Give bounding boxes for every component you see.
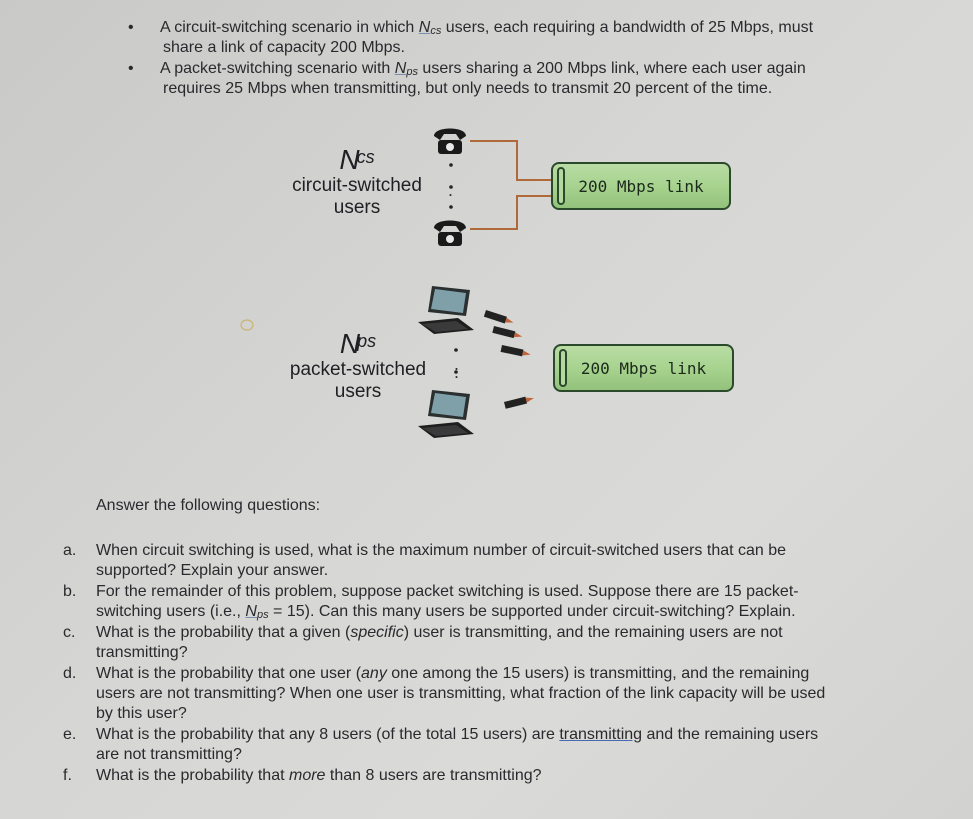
question-e-line2: are not transmitting? <box>96 746 242 763</box>
n-cs-symbol: Ncs <box>418 19 442 37</box>
question-d-line3: by this user? <box>96 705 187 722</box>
question-c-line1: What is the probability that a given (specific) user is transmitting, and the remaining users are not <box>96 624 783 641</box>
cs-link <box>551 162 731 210</box>
cs-label-line2: users <box>333 197 381 218</box>
question-e-line1: What is the probability that any 8 users (of the total 15 users) are transmitting and the remaining users <box>96 726 819 743</box>
intro-text: users, each requiring a bandwidth of 25 Mbps, must <box>441 19 814 36</box>
question-c-line2: transmitting? <box>96 644 188 661</box>
question-letter-b: b. <box>63 583 77 600</box>
ellipsis-colon: : <box>448 180 454 200</box>
ps-link-label: 200 Mbps link <box>580 358 707 378</box>
question-letter-e: e. <box>63 726 77 743</box>
packet-icon <box>504 395 535 409</box>
cs-label-line1: circuit-switched <box>292 175 422 196</box>
question-letter-f: f. <box>63 767 72 784</box>
ps-link <box>553 344 734 392</box>
packet-icon <box>501 345 532 358</box>
bullet-dot: • <box>128 19 134 36</box>
question-a-line1: When circuit switching is used, what is the maximum number of circuit-switched users that can be <box>96 542 787 559</box>
packet-icon <box>492 326 523 340</box>
question-b-line1: For the remainder of this problem, suppose packet switching is used. Suppose there are 15 packet- <box>96 583 799 600</box>
intro-bullet-2-line-2: requires 25 Mbps when transmitting, but only needs to transmit 20 percent of the time. <box>163 80 773 97</box>
top-wire <box>470 141 552 180</box>
question-letter-c: c. <box>63 624 76 641</box>
question-letter-d: d. <box>63 665 77 682</box>
question-letter-a: a. <box>63 542 77 559</box>
ellipsis-dot <box>449 205 453 209</box>
ellipsis-dot <box>454 348 458 352</box>
ps-label-line2: users <box>334 381 382 402</box>
question-f-line1: What is the probability that more than 8 users are transmitting? <box>96 767 542 784</box>
intro-bullet-1-line-2: share a link of capacity 200 Mbps. <box>163 39 405 56</box>
questions-heading: Answer the following questions: <box>96 497 321 514</box>
ellipsis-colon: : <box>454 362 460 382</box>
packet-icon <box>484 310 515 326</box>
bullet-dot: • <box>128 60 134 77</box>
ps-users-label: Nps packet-switched users <box>272 330 444 403</box>
intro-text: users sharing a 200 Mbps link, where each user again <box>417 60 806 77</box>
intro-text: A packet-switching scenario with <box>160 60 395 77</box>
telephone-icon <box>434 221 466 247</box>
n-ps-symbol: Nps <box>245 603 269 621</box>
question-b-line2: switching users (i.e., Nps = 15). Can this many users be supported under circuit-switching? Explain. <box>96 603 796 621</box>
cs-users-label: Ncs circuit-switched users <box>272 146 442 219</box>
question-a-line2: supported? Explain your answer. <box>96 562 329 579</box>
ps-label-line1: packet-switched <box>289 359 427 380</box>
intro-text: A circuit-switching scenario in which <box>160 19 419 36</box>
pen-mark <box>241 320 253 330</box>
question-d-line2: users are not transmitting? When one user is transmitting, what fraction of the link capacity will be used <box>96 685 826 702</box>
n-ps-symbol: Nps <box>394 60 418 78</box>
question-d-line1: What is the probability that one user (any one among the 15 users) is transmitting, and the remaining <box>96 665 810 682</box>
cs-link-label: 200 Mbps link <box>578 176 704 196</box>
computer-icon <box>418 286 474 334</box>
bottom-wire <box>470 196 552 229</box>
ellipsis-dot <box>449 163 453 167</box>
